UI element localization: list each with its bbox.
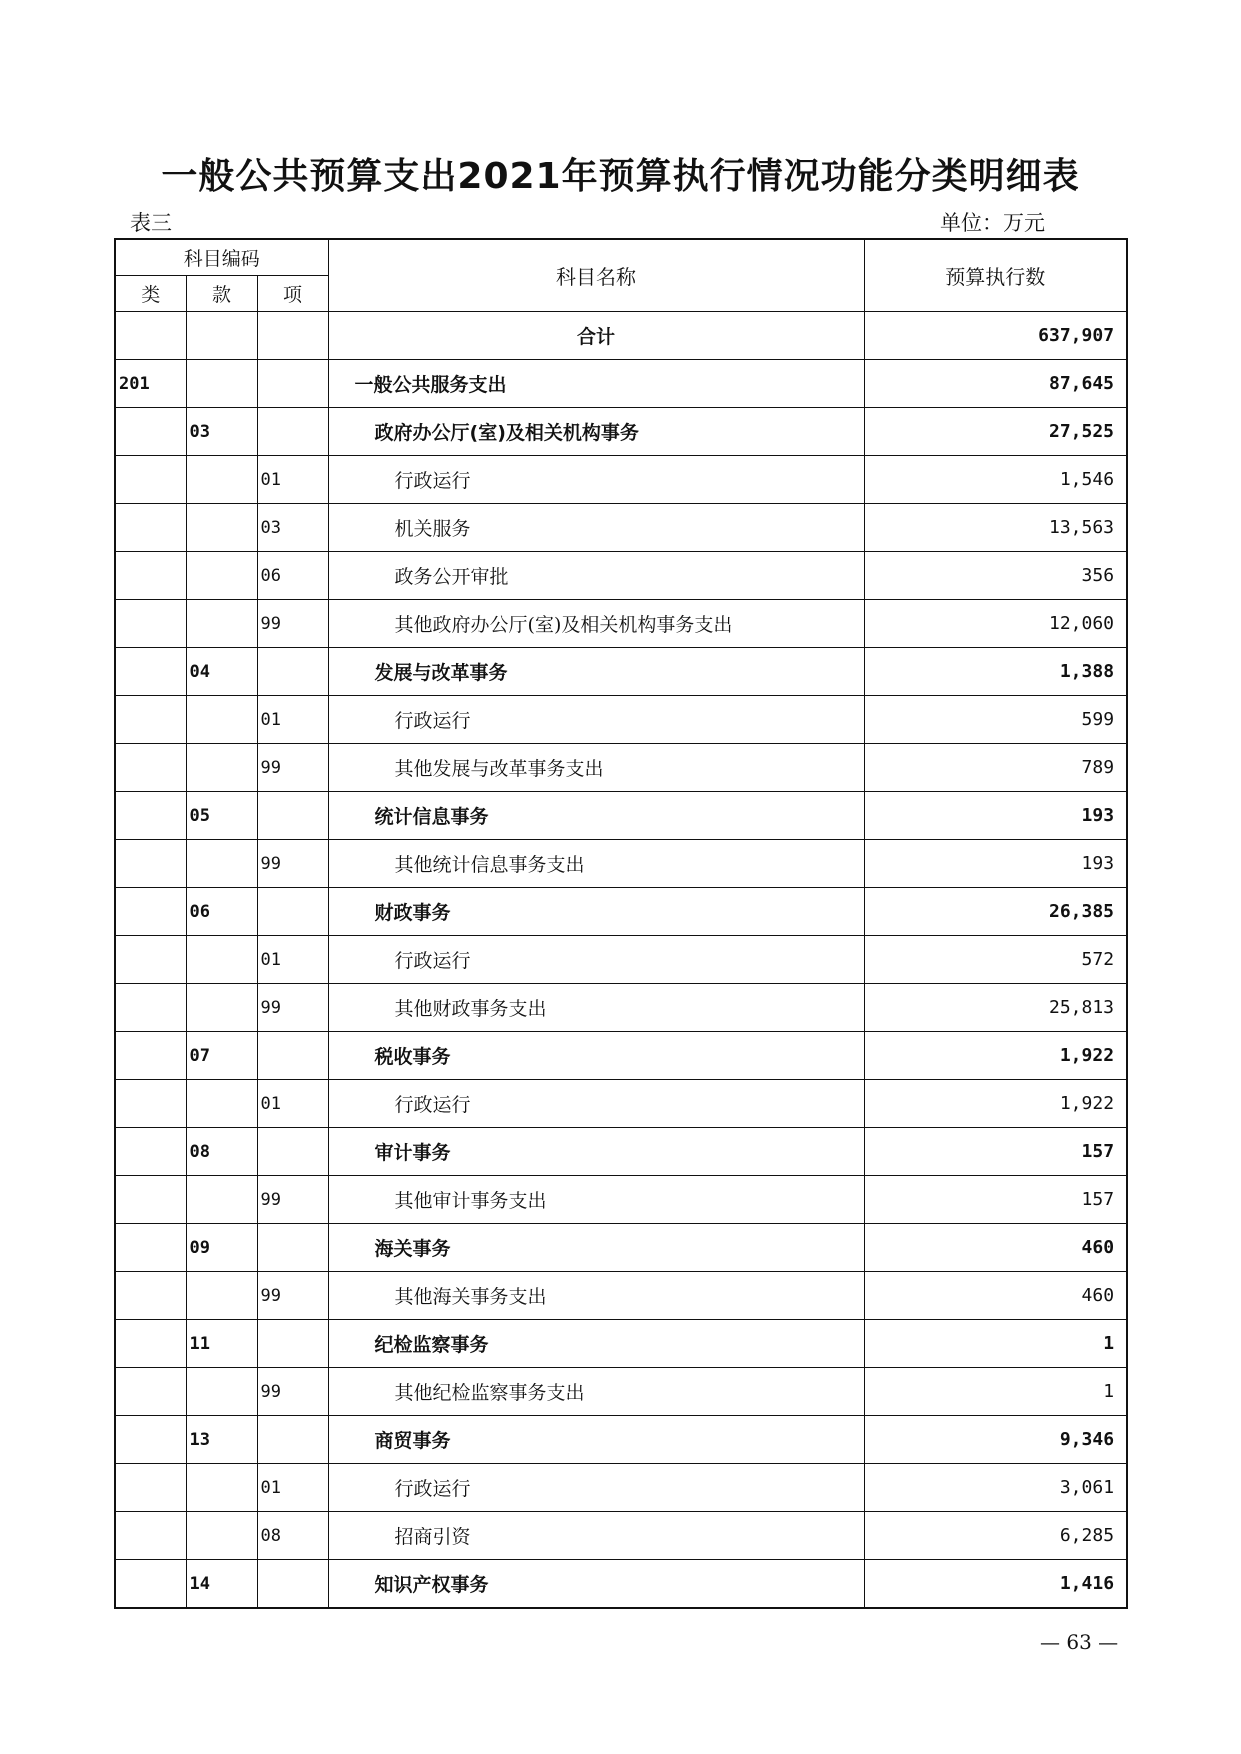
cell-name: 行政运行 — [328, 456, 864, 504]
cell-name: 其他财政事务支出 — [328, 984, 864, 1032]
table-row — [115, 744, 1127, 792]
cell-name: 发展与改革事务 — [328, 648, 864, 696]
cell-value: 193 — [864, 792, 1127, 840]
cell-kuan — [186, 1272, 257, 1320]
cell-lei — [115, 1128, 186, 1176]
header-kuan: 款 — [186, 276, 257, 312]
cell-name: 税收事务 — [328, 1032, 864, 1080]
table-row — [115, 1176, 1127, 1224]
cell-name: 合计 — [328, 312, 864, 360]
cell-lei — [115, 792, 186, 840]
cell-kuan — [186, 1512, 257, 1560]
cell-lei — [115, 1176, 186, 1224]
table-row — [115, 1032, 1127, 1080]
header-xiang: 项 — [257, 276, 328, 312]
header-lei: 类 — [115, 276, 186, 312]
cell-value: 25,813 — [864, 984, 1127, 1032]
header-name: 科目名称 — [328, 239, 864, 312]
cell-value: 1 — [864, 1320, 1127, 1368]
cell-value: 9,346 — [864, 1416, 1127, 1464]
page-number: — 63 — — [1040, 1630, 1119, 1654]
table-row — [115, 936, 1127, 984]
cell-xiang: 99 — [257, 744, 328, 792]
cell-lei — [115, 456, 186, 504]
cell-name: 其他审计事务支出 — [328, 1176, 864, 1224]
cell-name: 纪检监察事务 — [328, 1320, 864, 1368]
header-row-1 — [115, 239, 1127, 276]
cell-xiang — [257, 360, 328, 408]
cell-lei — [115, 504, 186, 552]
cell-value: 157 — [864, 1128, 1127, 1176]
table-row — [115, 360, 1127, 408]
cell-lei — [115, 840, 186, 888]
cell-kuan — [186, 600, 257, 648]
cell-value: 3,061 — [864, 1464, 1127, 1512]
cell-value: 460 — [864, 1272, 1127, 1320]
cell-xiang: 99 — [257, 840, 328, 888]
cell-kuan — [186, 1368, 257, 1416]
cell-lei — [115, 1224, 186, 1272]
cell-name: 行政运行 — [328, 1464, 864, 1512]
cell-kuan — [186, 1176, 257, 1224]
cell-lei — [115, 1464, 186, 1512]
cell-lei — [115, 600, 186, 648]
table-row — [115, 456, 1127, 504]
cell-xiang — [257, 312, 328, 360]
cell-name: 其他统计信息事务支出 — [328, 840, 864, 888]
cell-lei — [115, 984, 186, 1032]
cell-lei — [115, 1272, 186, 1320]
table-row — [115, 312, 1127, 360]
table-row — [115, 1128, 1127, 1176]
cell-value: 1,922 — [864, 1080, 1127, 1128]
table-row — [115, 648, 1127, 696]
cell-value: 27,525 — [864, 408, 1127, 456]
table-row — [115, 1080, 1127, 1128]
cell-value: 1,922 — [864, 1032, 1127, 1080]
table-row — [115, 408, 1127, 456]
cell-lei — [115, 696, 186, 744]
cell-lei — [115, 744, 186, 792]
cell-kuan: 13 — [186, 1416, 257, 1464]
cell-kuan: 11 — [186, 1320, 257, 1368]
cell-value: 599 — [864, 696, 1127, 744]
cell-name: 行政运行 — [328, 1080, 864, 1128]
cell-xiang: 01 — [257, 456, 328, 504]
cell-value: 13,563 — [864, 504, 1127, 552]
table-row — [115, 552, 1127, 600]
cell-xiang — [257, 648, 328, 696]
budget-table — [114, 238, 1128, 1609]
header-code-group: 科目编码 — [115, 239, 328, 276]
table-row — [115, 1320, 1127, 1368]
cell-name: 商贸事务 — [328, 1416, 864, 1464]
cell-lei — [115, 1560, 186, 1609]
cell-kuan — [186, 1464, 257, 1512]
cell-xiang — [257, 1032, 328, 1080]
cell-name: 行政运行 — [328, 936, 864, 984]
cell-kuan — [186, 360, 257, 408]
cell-xiang: 99 — [257, 1272, 328, 1320]
cell-kuan — [186, 312, 257, 360]
cell-xiang: 06 — [257, 552, 328, 600]
cell-value: 572 — [864, 936, 1127, 984]
cell-kuan: 04 — [186, 648, 257, 696]
cell-value: 87,645 — [864, 360, 1127, 408]
cell-name: 行政运行 — [328, 696, 864, 744]
cell-xiang: 01 — [257, 1464, 328, 1512]
table-row — [115, 504, 1127, 552]
cell-lei — [115, 936, 186, 984]
cell-value: 12,060 — [864, 600, 1127, 648]
cell-xiang: 03 — [257, 504, 328, 552]
cell-lei: 201 — [115, 360, 186, 408]
cell-lei — [115, 552, 186, 600]
table-row — [115, 1464, 1127, 1512]
cell-xiang — [257, 1320, 328, 1368]
page-title: 一般公共预算支出2021年预算执行情况功能分类明细表 — [161, 156, 1080, 197]
cell-value: 157 — [864, 1176, 1127, 1224]
unit-label: 单位：万元 — [940, 211, 1045, 235]
cell-value: 1,546 — [864, 456, 1127, 504]
table-row — [115, 600, 1127, 648]
cell-xiang — [257, 1416, 328, 1464]
cell-name: 政务公开审批 — [328, 552, 864, 600]
cell-name: 一般公共服务支出 — [328, 360, 864, 408]
cell-name: 财政事务 — [328, 888, 864, 936]
cell-value: 356 — [864, 552, 1127, 600]
cell-lei — [115, 648, 186, 696]
cell-name: 统计信息事务 — [328, 792, 864, 840]
table-row — [115, 840, 1127, 888]
cell-kuan: 06 — [186, 888, 257, 936]
cell-kuan — [186, 504, 257, 552]
cell-xiang: 01 — [257, 936, 328, 984]
table-number: 表三 — [130, 211, 172, 235]
cell-name: 审计事务 — [328, 1128, 864, 1176]
cell-kuan — [186, 456, 257, 504]
cell-name: 机关服务 — [328, 504, 864, 552]
cell-kuan: 09 — [186, 1224, 257, 1272]
cell-kuan — [186, 1080, 257, 1128]
cell-kuan — [186, 744, 257, 792]
table-row — [115, 1416, 1127, 1464]
cell-xiang — [257, 1224, 328, 1272]
cell-name: 其他海关事务支出 — [328, 1272, 864, 1320]
cell-lei — [115, 312, 186, 360]
cell-value: 193 — [864, 840, 1127, 888]
cell-xiang — [257, 1560, 328, 1609]
cell-name: 其他发展与改革事务支出 — [328, 744, 864, 792]
cell-lei — [115, 888, 186, 936]
cell-name: 知识产权事务 — [328, 1560, 864, 1609]
table-row — [115, 984, 1127, 1032]
table-row — [115, 696, 1127, 744]
cell-lei — [115, 1416, 186, 1464]
cell-xiang — [257, 888, 328, 936]
cell-kuan — [186, 840, 257, 888]
cell-xiang — [257, 1128, 328, 1176]
cell-xiang — [257, 408, 328, 456]
cell-value: 1 — [864, 1368, 1127, 1416]
cell-xiang: 08 — [257, 1512, 328, 1560]
cell-name: 政府办公厅(室)及相关机构事务 — [328, 408, 864, 456]
cell-xiang: 99 — [257, 600, 328, 648]
cell-name: 其他政府办公厅(室)及相关机构事务支出 — [328, 600, 864, 648]
table-row — [115, 888, 1127, 936]
cell-value: 637,907 — [864, 312, 1127, 360]
cell-lei — [115, 1368, 186, 1416]
cell-lei — [115, 1320, 186, 1368]
table-row — [115, 792, 1127, 840]
cell-lei — [115, 408, 186, 456]
cell-name: 其他纪检监察事务支出 — [328, 1368, 864, 1416]
cell-lei — [115, 1512, 186, 1560]
cell-xiang: 99 — [257, 984, 328, 1032]
cell-kuan — [186, 552, 257, 600]
cell-xiang: 99 — [257, 1176, 328, 1224]
cell-kuan: 08 — [186, 1128, 257, 1176]
cell-kuan — [186, 696, 257, 744]
cell-name: 招商引资 — [328, 1512, 864, 1560]
cell-lei — [115, 1080, 186, 1128]
cell-xiang: 99 — [257, 1368, 328, 1416]
cell-kuan: 07 — [186, 1032, 257, 1080]
cell-xiang — [257, 792, 328, 840]
table-row — [115, 1224, 1127, 1272]
cell-value: 6,285 — [864, 1512, 1127, 1560]
header-value: 预算执行数 — [864, 239, 1127, 312]
cell-kuan: 14 — [186, 1560, 257, 1609]
table-row — [115, 1272, 1127, 1320]
cell-lei — [115, 1032, 186, 1080]
cell-kuan: 03 — [186, 408, 257, 456]
cell-value: 460 — [864, 1224, 1127, 1272]
cell-value: 789 — [864, 744, 1127, 792]
cell-value: 26,385 — [864, 888, 1127, 936]
cell-value: 1,388 — [864, 648, 1127, 696]
cell-xiang: 01 — [257, 696, 328, 744]
cell-name: 海关事务 — [328, 1224, 864, 1272]
table-row — [115, 1512, 1127, 1560]
cell-kuan: 05 — [186, 792, 257, 840]
table-row — [115, 1368, 1127, 1416]
cell-kuan — [186, 936, 257, 984]
cell-value: 1,416 — [864, 1560, 1127, 1609]
cell-kuan — [186, 984, 257, 1032]
cell-xiang: 01 — [257, 1080, 328, 1128]
table-row — [115, 1560, 1127, 1609]
